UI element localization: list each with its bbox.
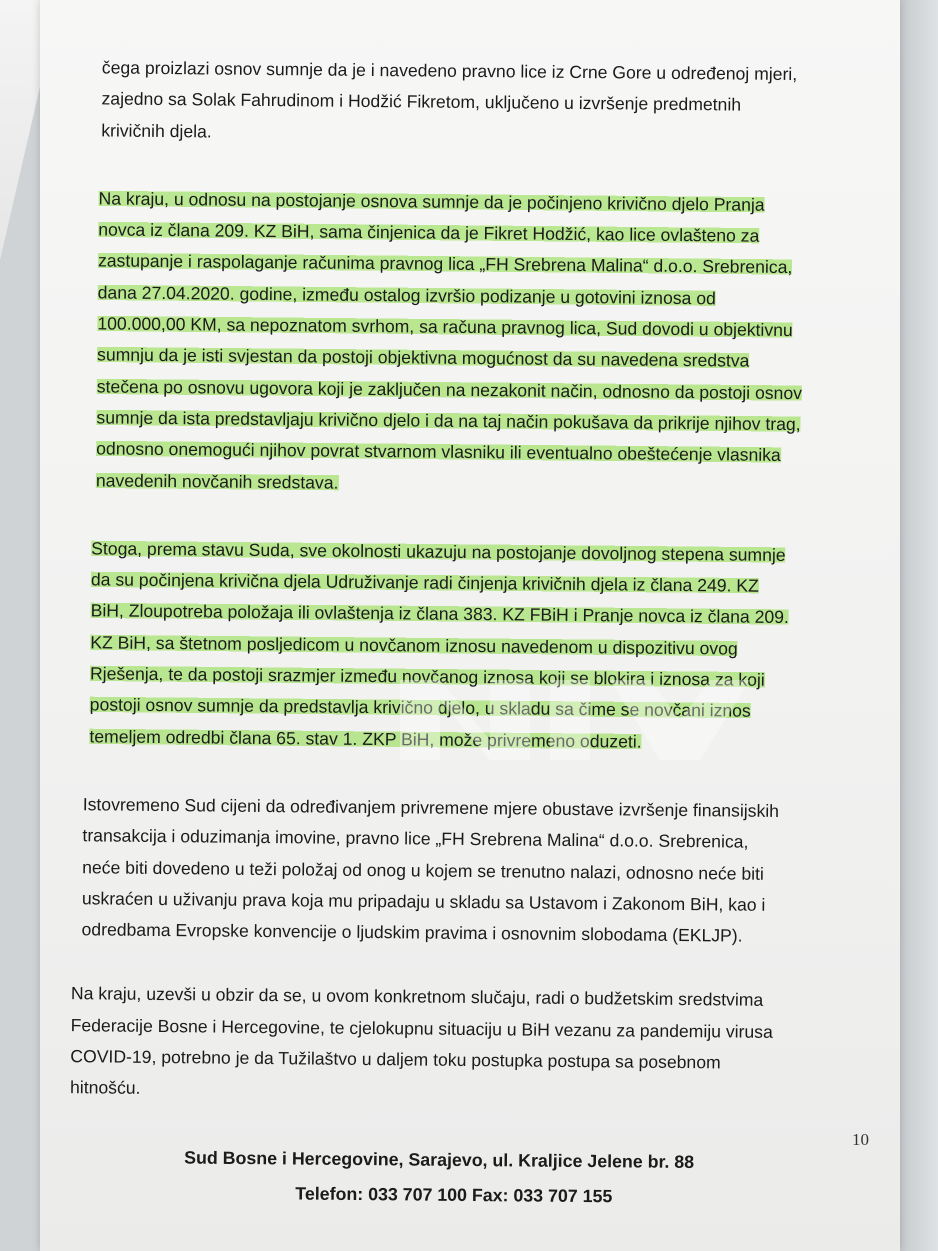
paragraph-2-highlighted — [56, 183, 859, 504]
highlighted-line: dana 27.04.2020. godine, između ostalog izvršio podizanje u gotovini iznosa od — [97, 282, 716, 309]
highlighted-line: BiH, Zloupotreba položaja ili ovlaštenja iz člana 383. KZ FBiH i Pranje novca iz člana 209. — [90, 600, 789, 628]
footer-phone: Telefon: 033 707 100 Fax: 033 707 155 — [295, 1183, 613, 1207]
page-number: 10 — [852, 1130, 869, 1149]
text-line: odredbama Evropske konvencije o ljudskim pravima i osnovnim slobodama (EKLJP). — [81, 919, 743, 946]
paragraph-3-highlighted — [53, 533, 855, 760]
paragraph-4 — [51, 789, 852, 953]
paragraph-5 — [50, 978, 851, 1111]
text-line: čega proizlazi osnov sumnje da je i navedeno pravno lice iz Crne Gore u određenoj mjeri, — [101, 57, 798, 85]
document-page — [40, 0, 900, 1251]
footer-address: Sud Bosne i Hercegovine, Sarajevo, ul. Kraljice Jelene br. 88 — [184, 1147, 695, 1172]
text-line: krivičnih djela. — [101, 119, 212, 142]
highlighted-line: Na kraju, u odnosu na postojanje osnova sumnje da je počinjeno krivično djelo Pranja — [98, 188, 765, 215]
highlighted-line: novca iz člana 209. KZ BiH, sama činjenica da je Fikret Hodžić, kao lice ovlašteno za — [98, 219, 760, 246]
highlighted-line: zastupanje i raspolaganje računima pravnog lica „FH Srebrena Malina“ d.o.o. Srebrenica, — [97, 250, 793, 278]
highlighted-line: stečena po osnovu ugovora koji je zaključen na nezakonit način, odnosno da postoji osnov — [96, 376, 803, 403]
highlighted-line: 100.000,00 KM, sa nepoznatom svrhom, sa računa pravnog lica, Sud dovodi u objektivnu — [97, 313, 793, 341]
highlighted-line: Stoga, prema stavu Suda, sve okolnosti ukazuju na postojanje dovoljnog stepena sumnje — [91, 538, 786, 565]
document-body — [50, 52, 860, 1145]
highlighted-line: KZ BiH, sa štetnom posljedicom u novčanom iznosu navedenom u dispozitivu ovog — [90, 632, 738, 659]
text-line: Istovremeno Sud cijeni da određivanjem privremene mjere obustave izvršenje finansijskih — [82, 794, 780, 821]
text-line: transakcija i oduzimanja imovine, pravno lice „FH Srebrena Malina“ d.o.o. Srebrenica, — [82, 825, 749, 852]
court-footer — [0, 1139, 938, 1217]
highlighted-line: sumnju da je isti svjestan da postoji objektivna mogućnost da su navedena sredstva — [96, 344, 750, 372]
text-line: Na kraju, uzevši u obzir da se, u ovom konkretnom slučaju, radi o budžetskim sredstvima — [70, 983, 764, 1011]
text-line: zajedno sa Solak Fahrudinom i Hodžić Fikretom, uključeno u izvršenje predmetnih — [101, 88, 742, 115]
text-line: COVID-19, potrebno je da Tužilaštvo u daljem toku postupka postupa sa posebnom — [70, 1046, 721, 1073]
highlighted-line: navedenih novčanih sredstava. — [95, 469, 339, 493]
highlighted-line: postoji osnov sumnje da predstavlja krivično djelo, u skladu sa čime se novčani iznos — [89, 694, 751, 722]
highlighted-line: Rješenja, te da postoji srazmjer između novčanog iznosa koji se blokira i iznosa za koji — [89, 663, 765, 690]
highlighted-line: da su počinjena krivična djela Udruživanje radi činjenja krivičnih djela iz člana 249. KZ — [90, 569, 759, 596]
paragraph-1 — [59, 52, 860, 154]
highlighted-line: temeljem odredbi člana 65. stav 1. ZKP BiH, može privremeno oduzeti. — [89, 725, 642, 752]
text-line: neće biti dovedeno u teži položaj od onog u kojem se trenutno nalazi, odnosno neće biti — [82, 856, 764, 884]
highlighted-line: odnosno onemogući njihov povrat stvarnom vlasniku ili eventualno obeštećenje vlasnika — [96, 438, 781, 466]
text-line: hitnošću. — [69, 1077, 141, 1099]
text-line: Federacije Bosne i Hercegovine, te cjelokupnu situaciju u BiH vezanu za pandemiju virusa — [70, 1014, 773, 1042]
text-line: uskraćen u uživanju prava koja mu pripadaju u skladu sa Ustavom i Zakonom BiH, kao i — [81, 888, 766, 915]
highlighted-line: sumnje da ista predstavljaju krivično djelo i da na taj način pokušava da prikrije njihov trag, — [96, 407, 801, 435]
